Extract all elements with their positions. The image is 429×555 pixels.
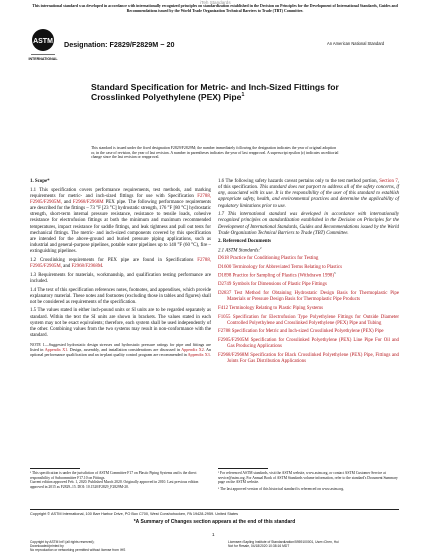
reference-item [218, 353, 399, 365]
logo-text: INTERNATIONAL [28, 57, 58, 61]
link-f2968[interactable]: F2968/F2968M [72, 199, 104, 205]
reference-item [218, 273, 399, 280]
reference-item [218, 291, 399, 303]
reference-item [218, 265, 399, 271]
reference-code-link[interactable]: D2749 [218, 282, 232, 288]
footnote-rule-right [218, 468, 268, 469]
link-f2968-2[interactable]: F2968/F2968M [71, 264, 103, 270]
reference-title[interactable]: Specification for Black Crosslinked Polyethylene (PEX) Pipe, Fittings and Joints For Gas Distribution Applications [227, 352, 399, 364]
para-1-5: 1.5 The values stated in either inch-pound units or SI units are to be regarded separately as standard. Within the text the SI units are shown in brackets. The values stated in each system may not be exact equivalents; therefore, each system shall be used independently of the other. Combining values from the two systems may result in non-conformance with the standard. [30, 308, 211, 339]
watermark: iTeh Standards [200, 0, 231, 5]
footnote-rule-left [30, 468, 80, 469]
reference-code-link[interactable]: F412 [218, 305, 229, 311]
link-appendix-x3[interactable]: Appendix X3 [187, 351, 210, 357]
reference-title[interactable]: Terminology Relating to Plastic Piping Systems [229, 305, 324, 311]
scope-heading: 1. Scope* [30, 179, 50, 184]
reference-title[interactable]: Specification for Crosslinked Polyethylene (PEX) Line Pipe For Oil and Gas Producing Applications [227, 338, 399, 350]
reference-title[interactable]: Symbols for Dimensions of Plastic Pipe Fittings [232, 282, 327, 288]
referenced-documents-heading: 2. Referenced Documents [218, 239, 272, 245]
reference-code-link[interactable]: F2968/F2968M [218, 352, 249, 358]
svg-text:ASTM: ASTM [33, 38, 53, 45]
designation: Designation: F2829/F2829M − 20 [64, 40, 175, 49]
license-right: Licensee=Sapling Institute of Standardization/5959100001, User=Chen, Hui Not for Resale, 04/18/2020 10:38:16 MDT [228, 540, 339, 548]
left-column [30, 179, 211, 359]
footnote-3: ³ The last approved version of this historical standard is referenced on www.astm.org. [218, 486, 345, 491]
reference-code-link[interactable]: D2837 [218, 291, 232, 297]
international-notice: This international standard was developed in accordance with internationally recognized principles on standardization established in the Decision on Principles for the Development of International Standards, Guides and Recommendations issued by the World Trade Organization Technical Barriers to Trade (TBT) Committee. [32, 4, 398, 13]
reference-title[interactable]: Test Method for Obtaining Hydrostatic Design Basis for Thermoplastic Pipe Materials or Pressure Design Basis for Thermoplastic Pipe Products [227, 291, 399, 303]
summary-of-changes-note: *A Summary of Changes section appears at the end of this standard [133, 519, 296, 525]
standard-issuance-note: This standard is issued under the fixed designation F2829/F2829M; the number immediately following the designation indicates the year of original adoption or, in the case of revision, the year of last revision. A number in parentheses indicates the year of last reapproval. A superscript epsilon (ε) indicates an editorial change since the last revision or reapproval. [91, 146, 339, 160]
link-f2788-2[interactable]: F2788, F2905/F2905M, [30, 257, 211, 270]
reference-code-link[interactable]: F2905/F2905M [218, 338, 249, 344]
footnotes-left [30, 471, 211, 489]
reference-code-link[interactable]: F1055 [218, 314, 231, 320]
astm-standards-heading: 2.1 ASTM Standards:$^2$ [218, 246, 262, 254]
reference-footnote-marker: 3 [333, 271, 336, 276]
link-f2788[interactable]: F2788, F2905/F2905M, [30, 193, 211, 205]
reference-item [218, 256, 399, 262]
astm-logo [30, 28, 56, 64]
para-1-1: 1.1 This specification covers performance requirements, test methods, and marking requirements for metric- and inch-sized fittings for use with Specification F2788, F2905/F2905M, and F2968/F2968M PEX pipe. The following performance requirements are described for the fittings – 73 °F [23 °C] hydrostatic strength, 176 °F [80 °C] hydrostatic strength, short-term internal pressure resistance, resistance to tensile loads, cohesive resistance for electrofusion fittings at both the minimum and maximum recommended temperatures, impact resistance for saddle fittings, and leak tightness and pull out tests for mechanical fittings. The metric- and inch-sized components covered by this specification are intended for the above-ground and buried pressure piping applications, such as industrial and general-purpose pipelines, potable water pipelines up to 140 °F (60 °C), fire – extinguishing pipelines. [30, 187, 212, 255]
reference-title[interactable]: Practice for Conditioning Plastics for Testing [230, 255, 319, 261]
reference-title[interactable]: Practice for Sampling of Plastics (Withdrawn 1998) [232, 273, 334, 279]
reference-code-link[interactable]: D618 [218, 255, 229, 261]
national-standard-label: An American National Standard [327, 41, 385, 46]
reference-item [218, 315, 399, 327]
footnote-2: ² For referenced ASTM standards, visit the ASTM website, www.astm.org, or contact ASTM Customer Service at service@astm.org. For Annual Book of ASTM Standards volume information, refer to the standard's Document Summary page on the ASTM website. [218, 471, 398, 484]
link-section-7[interactable]: Section 7 [379, 179, 398, 184]
reference-item [218, 329, 399, 335]
reference-code-link[interactable]: F2788 [218, 329, 231, 335]
note-1: NOTE 1—Suggested hydrostatic design stresses and hydrostatic pressure ratings for pipe and fittings are listed in Appendix X1. Design, assembly, and installation considerations are discussed in Appendix X2. An optional performance qualification and an in-plant quality control program are recommended in Appendix X3. [30, 341, 212, 357]
link-appendix-x1[interactable]: Appendix X1 [44, 346, 68, 352]
reference-title[interactable]: Terminology for Abbreviated Terms Relating to Plastics [232, 264, 342, 270]
link-appendix-x2[interactable]: Appendix X2 [181, 346, 204, 352]
reference-list [218, 256, 399, 365]
right-column [218, 179, 399, 368]
reference-code-link[interactable]: D1898 [218, 273, 232, 279]
para-1-3: 1.3 Requirements for materials, workmanship, and qualification testing performance are included. [30, 272, 211, 284]
reference-code-link[interactable]: D1600 [218, 264, 232, 270]
para-1-7: 1.7 This international standard was developed in accordance with internationally recognized principles on standardization established in the Decision on Principles for the Development of International Standards, Guides and Recommendations issued by the World Trade Organization Technical Barriers to Trade (TBT) Committee. [218, 212, 399, 236]
para-1-4: 1.4 The text of this specification references notes, footnotes, and appendixes, which provide explanatory material. These notes and footnotes (excluding those in tables and figures) shall not be considered as requirements of the specification. [30, 287, 211, 305]
reference-item [218, 306, 399, 312]
reference-title[interactable]: Specification for Metric and Inch-sized Crosslinked Polyethylene (PEX) Pipe [231, 329, 384, 335]
para-1-2: 1.2 Crosslinking requirements for PEX pipe are found in Specifications F2788, F2905/F2905M, and F2968/F2968M. [30, 257, 211, 270]
footnotes-right [218, 471, 399, 491]
footnote-1: ¹ This specification is under the jurisdiction of ASTM Committee F17 on Plastic Piping Systems and is the direct responsibility of Subcommittee F17.10 on Fittings. [30, 471, 197, 480]
license-left: Copyright by ASTM Int'l (all rights reserved); Downloaded/printed by No reproduction or networking permitted without license from IHS [30, 540, 126, 552]
copyright: Copyright © ASTM International, 100 Barr Harbor Drive, PO Box C700, West Conshohocken, PA 19428-2959. United States [30, 512, 239, 516]
para-1-6: 1.6 The following safety hazards caveat pertains only to the test method portion, Section 7, of this specification. This standard does not purport to address all of the safety concerns, if any, associated with its use. It is the responsibility of the user of this standard to establish appropriate safety, health, and environmental practices and determine the applicability of regulatory limitations prior to use. [218, 179, 400, 209]
reference-title[interactable]: Specification for Electrofusion Type Polyethylene Fittings for Outside Diameter Controlled Polyethylene and Crosslinked Polyethylene (PEX) Pipe and Tubing [227, 314, 399, 326]
page-number: 1 [212, 532, 215, 537]
reference-item [218, 282, 399, 288]
copyright-rule [30, 509, 399, 510]
standard-title: Standard Specification for Metric- and Inch-Sized Fittings for Crosslinked Polyethylene (PEX) Pipe$^1$ [91, 82, 339, 103]
footnote-1-edition: Current edition approved Feb. 1, 2020. Published March 2020. Originally approved in 2010. Last previous edition approved in 2015 as F2829–15. DOI: 10.1520/F2829_F2829M-20. [30, 480, 199, 489]
reference-item [218, 338, 399, 350]
